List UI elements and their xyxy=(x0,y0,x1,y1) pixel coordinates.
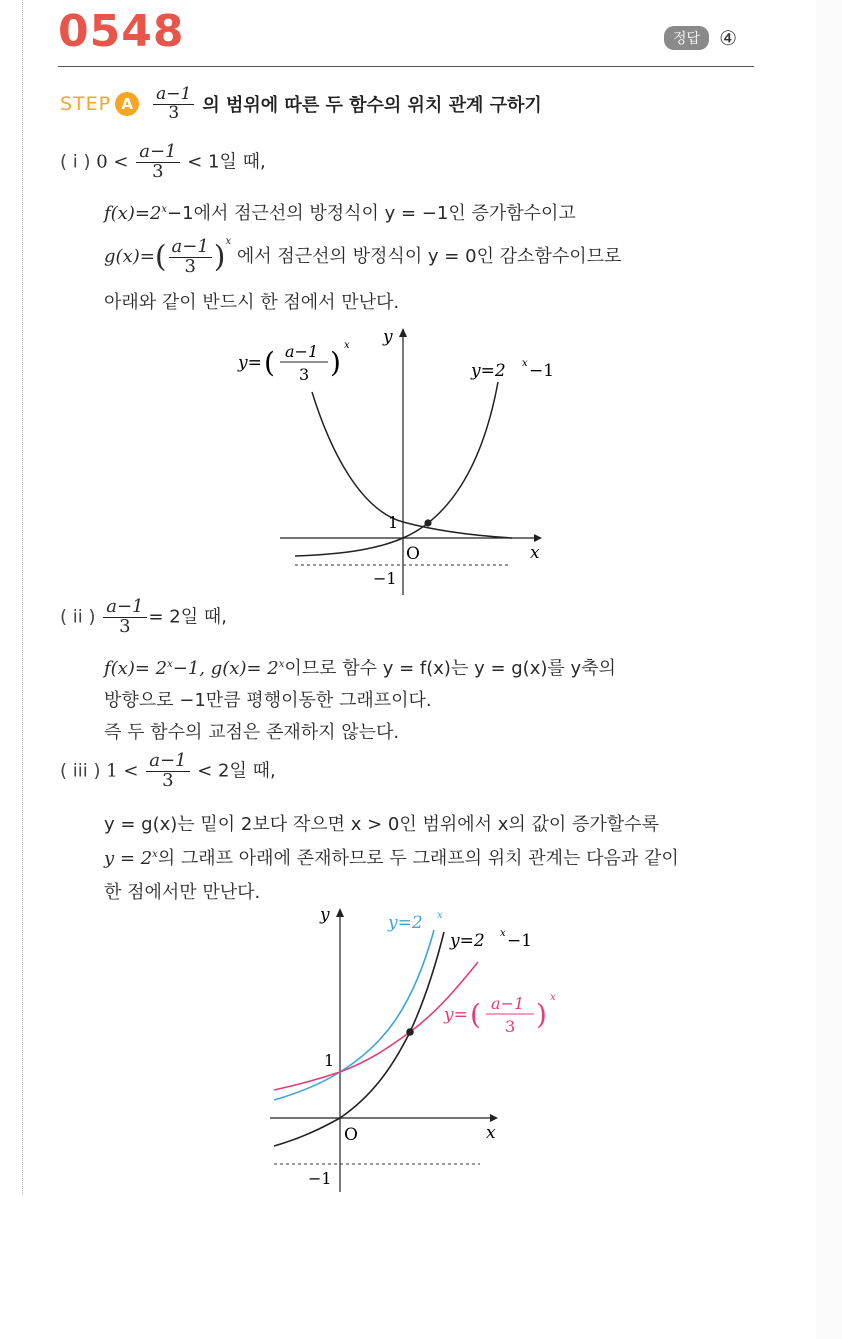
case2-fraction xyxy=(103,598,146,637)
fraction-numerator: a−1 xyxy=(153,86,194,105)
curve-black-f xyxy=(274,932,444,1146)
fraction-numerator: a−1 xyxy=(146,752,189,772)
graph2-tick-1: 1 xyxy=(324,1051,335,1070)
graph1-y-label: y xyxy=(383,327,393,347)
case2-cond-right: = 2일 때, xyxy=(148,606,227,628)
graph1-g-den: 3 xyxy=(299,365,310,384)
step-word: STEP xyxy=(60,93,112,116)
case3-cond-right: < 2일 때, xyxy=(197,760,276,782)
case1-label: ( i ) xyxy=(60,151,91,173)
graph1-tick-1: 1 xyxy=(388,513,399,532)
fraction-numerator: a−1 xyxy=(103,598,146,618)
y-axis-arrow xyxy=(399,328,407,337)
case3-line3: 한 점에서만 만난다. xyxy=(104,882,261,903)
graph2-pink-label: y= xyxy=(444,1005,468,1025)
case3-line2 xyxy=(104,844,679,870)
case2-line3: 즉 두 함수의 교점은 존재하지 않는다. xyxy=(104,722,400,743)
case1-line2 xyxy=(104,236,621,276)
case2-g: −1, g(x)= 2 xyxy=(172,658,279,679)
curve-g xyxy=(312,392,512,538)
fraction-denominator: 3 xyxy=(152,160,164,182)
intersection-point xyxy=(406,1028,414,1036)
margin-guide xyxy=(22,0,23,1195)
graph2-black-tail: −1 xyxy=(507,931,533,951)
fraction-numerator: a−1 xyxy=(136,143,179,163)
graph2-origin: O xyxy=(344,1125,358,1145)
graph2-blue-exp: x xyxy=(437,910,443,921)
graph1-g-paren-left: ( xyxy=(264,346,275,379)
exponent: x xyxy=(225,236,232,247)
step-title: 의 범위에 따른 두 함수의 위치 관계 구하기 xyxy=(202,95,542,117)
case1-cond-left: 0 < xyxy=(96,151,129,173)
case1-line3: 아래와 같이 반드시 한 점에서 만난다. xyxy=(104,292,400,313)
graph2-black-exp: x xyxy=(500,928,506,939)
x-axis-arrow xyxy=(534,534,542,542)
case2-line1-tail: 이므로 함수 y = f(x)는 y = g(x)를 y축의 xyxy=(284,658,616,679)
graph2-pink-den: 3 xyxy=(505,1017,516,1036)
graph2-tick-neg1: −1 xyxy=(308,1169,332,1188)
step-fraction xyxy=(153,86,194,123)
answer-area xyxy=(664,26,737,50)
answer-badge: 정답 xyxy=(664,26,709,50)
exponent: x xyxy=(161,204,168,215)
fraction-denominator: 3 xyxy=(184,255,196,277)
step-heading xyxy=(60,86,542,123)
graph2-blue-label: y=2 xyxy=(388,913,423,933)
graph2-pink-exp: x xyxy=(550,992,556,1003)
fraction-numerator: a−1 xyxy=(169,238,212,258)
case2-line2: 방향으로 −1만큼 평행이동한 그래프이다. xyxy=(104,690,432,711)
graph2-x-label: x xyxy=(486,1123,496,1143)
graph1-g-label: y= xyxy=(238,353,262,373)
step-letter-badge: A xyxy=(115,92,139,116)
case1-line1-tail: −1에서 점근선의 방정식이 y = −1인 증가함수이고 xyxy=(167,203,576,224)
problem-number: 0548 xyxy=(58,6,185,57)
fraction-denominator: 3 xyxy=(162,769,174,791)
case1-g-def: g(x)= xyxy=(104,246,155,267)
case3-condition xyxy=(60,752,276,791)
case2-line1 xyxy=(104,654,616,680)
header-rule xyxy=(58,66,754,67)
case1-f-def: f(x)=2 xyxy=(104,203,162,224)
exponent: x xyxy=(278,659,285,670)
graph-case1 xyxy=(230,320,560,600)
case3-fraction xyxy=(146,752,189,791)
case1-condition xyxy=(60,143,266,182)
graph1-tick-neg1: −1 xyxy=(373,569,397,588)
graph1-f-tail: −1 xyxy=(529,361,555,381)
x-axis-arrow xyxy=(490,1114,498,1122)
left-paren: ( xyxy=(154,239,167,275)
y-axis-arrow xyxy=(336,908,344,917)
case3-y2x: y = 2 xyxy=(104,848,153,869)
case1-g-fraction xyxy=(169,235,212,277)
right-paren: ) xyxy=(213,239,226,275)
exponent: x xyxy=(167,659,173,670)
case2-condition xyxy=(60,598,227,637)
graph1-x-label: x xyxy=(530,543,540,563)
case3-line2-tail: 의 그래프 아래에 존재하므로 두 그래프의 위치 관계는 다음과 같이 xyxy=(157,848,679,869)
exponent: x xyxy=(152,849,158,860)
fraction-denominator: 3 xyxy=(168,102,180,123)
graph1-g-paren-right: ) xyxy=(330,346,341,379)
graph1-f-label: y=2 xyxy=(471,361,506,381)
case3-cond-left: 1 < xyxy=(106,760,139,782)
graph-case3 xyxy=(262,900,572,1200)
case1-line1 xyxy=(104,199,576,225)
graph2-pink-paren-right: ) xyxy=(536,998,547,1031)
graph1-origin: O xyxy=(406,544,420,564)
case3-line1: y = g(x)는 밑이 2보다 작으면 x > 0인 범위에서 x의 값이 증가할수록 xyxy=(104,814,659,835)
case1-fraction xyxy=(136,143,179,182)
curve-blue-2x xyxy=(274,930,434,1100)
graph1-g-num: a−1 xyxy=(285,342,319,361)
case1-line2-tail: 에서 점근선의 방정식이 y = 0인 감소함수이므로 xyxy=(236,246,622,267)
graph2-pink-num: a−1 xyxy=(491,994,525,1013)
answer-value: ④ xyxy=(719,26,737,50)
graph1-g-exp: x xyxy=(344,340,350,351)
graph2-pink-paren-left: ( xyxy=(470,998,481,1031)
curve-pink-g xyxy=(274,962,478,1090)
graph1-f-exp: x xyxy=(522,358,528,369)
intersection-point xyxy=(424,519,431,526)
case1-cond-right: < 1일 때, xyxy=(187,151,266,173)
case3-label: ( iii ) xyxy=(60,760,101,782)
fraction-denominator: 3 xyxy=(119,615,131,637)
graph2-black-label: y=2 xyxy=(450,931,485,951)
case2-f: f(x)= 2 xyxy=(104,658,168,679)
graph2-y-label: y xyxy=(320,905,330,925)
case2-label: ( ii ) xyxy=(60,606,96,628)
